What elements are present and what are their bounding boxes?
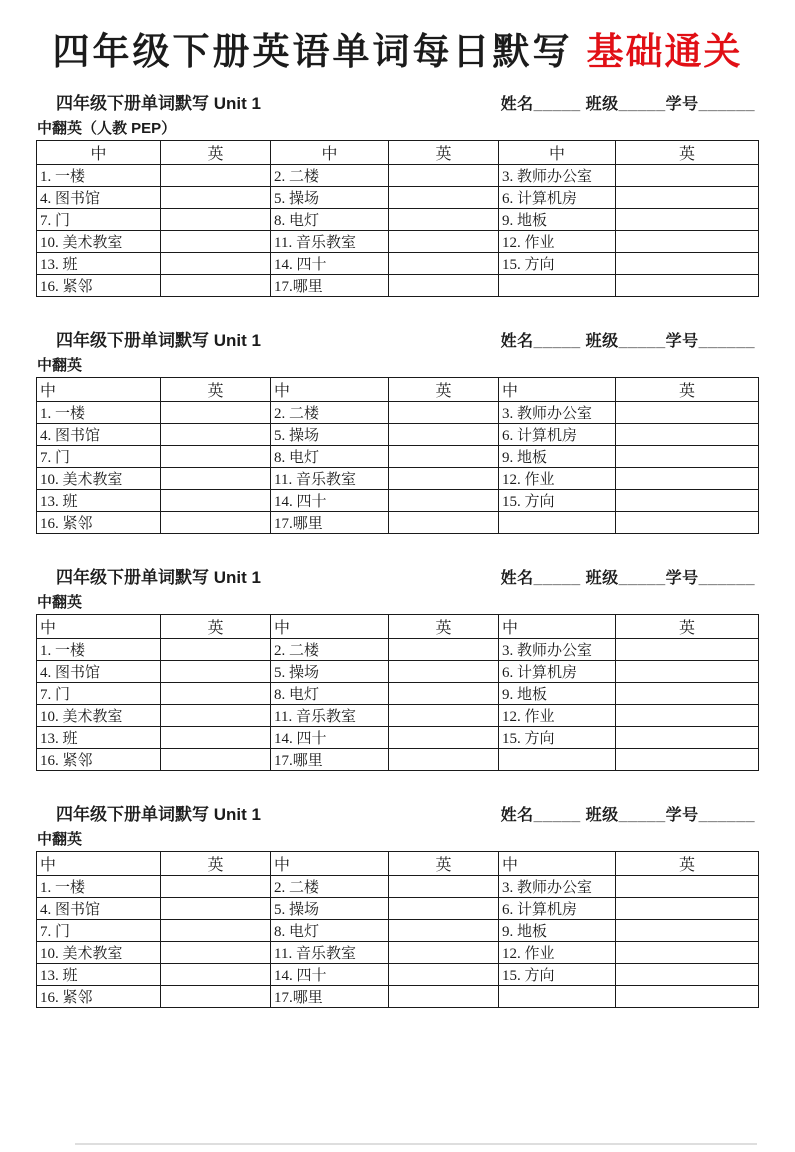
table-row (37, 661, 759, 683)
english-answer-cell (161, 490, 271, 512)
chinese-word-cell: 2. 二楼 (271, 402, 389, 424)
english-answer-cell (389, 165, 499, 187)
english-answer-cell (616, 683, 759, 705)
chinese-word-cell: 6. 计算机房 (499, 898, 616, 920)
section-title: 四年级下册单词默写 Unit 1 (56, 94, 261, 113)
chinese-word-cell: 13. 班 (37, 253, 161, 275)
english-answer-cell (161, 920, 271, 942)
table-header-cell: 英 (616, 141, 759, 165)
english-answer-cell (616, 490, 759, 512)
chinese-word-cell: 1. 一楼 (37, 402, 161, 424)
chinese-word-cell: 3. 教师办公室 (499, 876, 616, 898)
chinese-word-cell: 11. 音乐教室 (271, 231, 389, 253)
chinese-word-cell: 4. 图书馆 (37, 187, 161, 209)
chinese-word-cell: 15. 方向 (499, 490, 616, 512)
table-header-row (37, 615, 759, 639)
chinese-word-cell: 15. 方向 (499, 964, 616, 986)
table-row (37, 424, 759, 446)
page-bottom-rule (75, 1143, 757, 1145)
table-header-row (37, 378, 759, 402)
english-answer-cell (616, 876, 759, 898)
chinese-word-cell: 16. 紧邻 (37, 275, 161, 297)
table-header-row (37, 852, 759, 876)
word-table (36, 614, 759, 771)
english-answer-cell (616, 942, 759, 964)
chinese-word-cell: 3. 教师办公室 (499, 165, 616, 187)
chinese-word-cell: 9. 地板 (499, 920, 616, 942)
table-row (37, 749, 759, 771)
english-answer-cell (161, 898, 271, 920)
chinese-word-cell: 2. 二楼 (271, 165, 389, 187)
english-answer-cell (161, 165, 271, 187)
english-answer-cell (389, 942, 499, 964)
table-header-cell: 中 (271, 141, 389, 165)
section-header (0, 800, 795, 825)
table-row (37, 920, 759, 942)
word-table (36, 851, 759, 1008)
english-answer-cell (161, 209, 271, 231)
english-answer-cell (161, 727, 271, 749)
mode-label: 中翻英（人教 PEP） (37, 120, 177, 137)
table-header-cell: 中 (37, 615, 161, 639)
table-header-cell: 中 (37, 141, 161, 165)
student-info-blanks: 姓名_____ 班级_____学号______ (500, 96, 755, 113)
chinese-word-cell: 13. 班 (37, 490, 161, 512)
chinese-word-cell: 2. 二楼 (271, 876, 389, 898)
table-row (37, 446, 759, 468)
chinese-word-cell: 8. 电灯 (271, 446, 389, 468)
dictation-section (0, 89, 795, 297)
mode-label: 中翻英 (37, 831, 83, 848)
chinese-word-cell: 10. 美术教室 (37, 705, 161, 727)
student-info-blanks: 姓名_____ 班级_____学号______ (500, 333, 755, 350)
chinese-word-cell: 7. 门 (37, 920, 161, 942)
chinese-word-cell: 17.哪里 (271, 512, 389, 534)
chinese-word-cell: 8. 电灯 (271, 683, 389, 705)
chinese-word-cell: 8. 电灯 (271, 920, 389, 942)
table-row (37, 683, 759, 705)
table-header-cell: 英 (161, 378, 271, 402)
english-answer-cell (161, 231, 271, 253)
chinese-word-cell: 7. 门 (37, 209, 161, 231)
page-title-main: 四年级下册英语单词每日默写 (52, 32, 573, 73)
chinese-word-cell: 10. 美术教室 (37, 942, 161, 964)
chinese-word-cell: 5. 操场 (271, 187, 389, 209)
english-answer-cell (616, 187, 759, 209)
table-row (37, 898, 759, 920)
english-answer-cell (161, 876, 271, 898)
table-header-cell: 中 (37, 852, 161, 876)
english-answer-cell (389, 661, 499, 683)
english-answer-cell (161, 402, 271, 424)
english-answer-cell (616, 402, 759, 424)
chinese-word-cell: 7. 门 (37, 683, 161, 705)
section-header (0, 563, 795, 588)
english-answer-cell (389, 964, 499, 986)
mode-label: 中翻英 (37, 357, 83, 374)
chinese-word-cell: 16. 紧邻 (37, 749, 161, 771)
table-header-cell: 中 (271, 852, 389, 876)
mode-label: 中翻英 (37, 594, 83, 611)
table-row (37, 512, 759, 534)
chinese-word-cell: 12. 作业 (499, 468, 616, 490)
chinese-word-cell: 17.哪里 (271, 749, 389, 771)
table-header-cell: 中 (499, 378, 616, 402)
table-row (37, 639, 759, 661)
english-answer-cell (161, 942, 271, 964)
chinese-word-cell: 11. 音乐教室 (271, 705, 389, 727)
page-title-badge: 基础通关 (586, 32, 743, 73)
section-header (0, 89, 795, 114)
english-answer-cell (389, 253, 499, 275)
table-row (37, 165, 759, 187)
english-answer-cell (161, 639, 271, 661)
chinese-word-cell: 12. 作业 (499, 705, 616, 727)
english-answer-cell (161, 424, 271, 446)
sections-container (0, 89, 795, 1008)
table-header-cell: 中 (499, 852, 616, 876)
english-answer-cell (616, 231, 759, 253)
english-answer-cell (161, 749, 271, 771)
english-answer-cell (616, 898, 759, 920)
table-row (37, 986, 759, 1008)
english-answer-cell (389, 402, 499, 424)
english-answer-cell (616, 253, 759, 275)
chinese-word-cell: 6. 计算机房 (499, 187, 616, 209)
chinese-word-cell: 12. 作业 (499, 231, 616, 253)
english-answer-cell (616, 727, 759, 749)
dictation-section (0, 800, 795, 1008)
english-answer-cell (616, 209, 759, 231)
english-answer-cell (616, 964, 759, 986)
english-answer-cell (389, 986, 499, 1008)
table-header-cell: 英 (389, 615, 499, 639)
page-title (0, 30, 795, 76)
chinese-word-cell: 7. 门 (37, 446, 161, 468)
table-header-cell: 中 (271, 615, 389, 639)
chinese-word-cell: 4. 图书馆 (37, 424, 161, 446)
english-answer-cell (389, 876, 499, 898)
english-answer-cell (161, 661, 271, 683)
english-answer-cell (389, 446, 499, 468)
dictation-section (0, 563, 795, 771)
table-row (37, 187, 759, 209)
table-header-cell: 英 (161, 615, 271, 639)
chinese-word-cell: 14. 四十 (271, 727, 389, 749)
chinese-word-cell: 17.哪里 (271, 275, 389, 297)
english-answer-cell (161, 187, 271, 209)
english-answer-cell (616, 165, 759, 187)
chinese-word-cell: 14. 四十 (271, 490, 389, 512)
english-answer-cell (389, 639, 499, 661)
table-row (37, 231, 759, 253)
table-header-cell: 中 (271, 378, 389, 402)
chinese-word-cell: 13. 班 (37, 964, 161, 986)
english-answer-cell (389, 749, 499, 771)
chinese-word-cell (499, 512, 616, 534)
english-answer-cell (616, 749, 759, 771)
chinese-word-cell: 9. 地板 (499, 209, 616, 231)
english-answer-cell (389, 275, 499, 297)
english-answer-cell (616, 275, 759, 297)
english-answer-cell (616, 468, 759, 490)
table-row (37, 402, 759, 424)
section-title: 四年级下册单词默写 Unit 1 (56, 331, 261, 350)
chinese-word-cell: 1. 一楼 (37, 639, 161, 661)
chinese-word-cell: 3. 教师办公室 (499, 402, 616, 424)
chinese-word-cell: 5. 操场 (271, 661, 389, 683)
chinese-word-cell: 17.哪里 (271, 986, 389, 1008)
chinese-word-cell: 13. 班 (37, 727, 161, 749)
chinese-word-cell: 4. 图书馆 (37, 898, 161, 920)
section-header (0, 326, 795, 351)
chinese-word-cell: 6. 计算机房 (499, 424, 616, 446)
english-answer-cell (616, 920, 759, 942)
chinese-word-cell: 12. 作业 (499, 942, 616, 964)
student-info-blanks: 姓名_____ 班级_____学号______ (500, 570, 755, 587)
table-header-cell: 英 (389, 141, 499, 165)
table-header-cell: 英 (161, 141, 271, 165)
chinese-word-cell: 10. 美术教室 (37, 468, 161, 490)
section-title: 四年级下册单词默写 Unit 1 (56, 805, 261, 824)
chinese-word-cell: 10. 美术教室 (37, 231, 161, 253)
chinese-word-cell: 16. 紧邻 (37, 512, 161, 534)
english-answer-cell (389, 683, 499, 705)
table-header-cell: 中 (499, 141, 616, 165)
chinese-word-cell: 8. 电灯 (271, 209, 389, 231)
english-answer-cell (389, 512, 499, 534)
english-answer-cell (161, 275, 271, 297)
chinese-word-cell: 5. 操场 (271, 424, 389, 446)
english-answer-cell (389, 468, 499, 490)
table-header-cell: 中 (37, 378, 161, 402)
english-answer-cell (389, 424, 499, 446)
student-info-blanks: 姓名_____ 班级_____学号______ (500, 807, 755, 824)
english-answer-cell (616, 512, 759, 534)
english-answer-cell (161, 446, 271, 468)
table-header-cell: 英 (616, 378, 759, 402)
chinese-word-cell: 15. 方向 (499, 727, 616, 749)
english-answer-cell (389, 490, 499, 512)
chinese-word-cell: 5. 操场 (271, 898, 389, 920)
chinese-word-cell: 1. 一楼 (37, 876, 161, 898)
chinese-word-cell: 11. 音乐教室 (271, 942, 389, 964)
english-answer-cell (161, 512, 271, 534)
english-answer-cell (389, 727, 499, 749)
word-table (36, 377, 759, 534)
english-answer-cell (389, 231, 499, 253)
english-answer-cell (616, 424, 759, 446)
english-answer-cell (616, 661, 759, 683)
chinese-word-cell: 11. 音乐教室 (271, 468, 389, 490)
chinese-word-cell: 3. 教师办公室 (499, 639, 616, 661)
table-row (37, 490, 759, 512)
table-row (37, 964, 759, 986)
english-answer-cell (389, 209, 499, 231)
table-header-cell: 英 (616, 852, 759, 876)
chinese-word-cell (499, 986, 616, 1008)
chinese-word-cell (499, 275, 616, 297)
english-answer-cell (161, 253, 271, 275)
english-answer-cell (616, 705, 759, 727)
table-header-cell: 英 (389, 378, 499, 402)
english-answer-cell (616, 639, 759, 661)
table-row (37, 727, 759, 749)
table-header-cell: 中 (499, 615, 616, 639)
table-row (37, 705, 759, 727)
chinese-word-cell: 16. 紧邻 (37, 986, 161, 1008)
table-row (37, 275, 759, 297)
table-header-cell: 英 (389, 852, 499, 876)
word-table (36, 140, 759, 297)
table-header-row (37, 141, 759, 165)
english-answer-cell (161, 986, 271, 1008)
section-title: 四年级下册单词默写 Unit 1 (56, 568, 261, 587)
chinese-word-cell: 14. 四十 (271, 964, 389, 986)
table-row (37, 209, 759, 231)
table-row (37, 876, 759, 898)
chinese-word-cell: 9. 地板 (499, 446, 616, 468)
english-answer-cell (389, 705, 499, 727)
chinese-word-cell: 15. 方向 (499, 253, 616, 275)
chinese-word-cell (499, 749, 616, 771)
chinese-word-cell: 6. 计算机房 (499, 661, 616, 683)
chinese-word-cell: 9. 地板 (499, 683, 616, 705)
table-row (37, 942, 759, 964)
english-answer-cell (389, 187, 499, 209)
english-answer-cell (616, 986, 759, 1008)
english-answer-cell (161, 683, 271, 705)
dictation-section (0, 326, 795, 534)
english-answer-cell (389, 898, 499, 920)
english-answer-cell (161, 705, 271, 727)
english-answer-cell (616, 446, 759, 468)
table-row (37, 253, 759, 275)
chinese-word-cell: 1. 一楼 (37, 165, 161, 187)
table-row (37, 468, 759, 490)
english-answer-cell (161, 468, 271, 490)
table-header-cell: 英 (616, 615, 759, 639)
english-answer-cell (389, 920, 499, 942)
chinese-word-cell: 4. 图书馆 (37, 661, 161, 683)
english-answer-cell (161, 964, 271, 986)
chinese-word-cell: 2. 二楼 (271, 639, 389, 661)
chinese-word-cell: 14. 四十 (271, 253, 389, 275)
table-header-cell: 英 (161, 852, 271, 876)
